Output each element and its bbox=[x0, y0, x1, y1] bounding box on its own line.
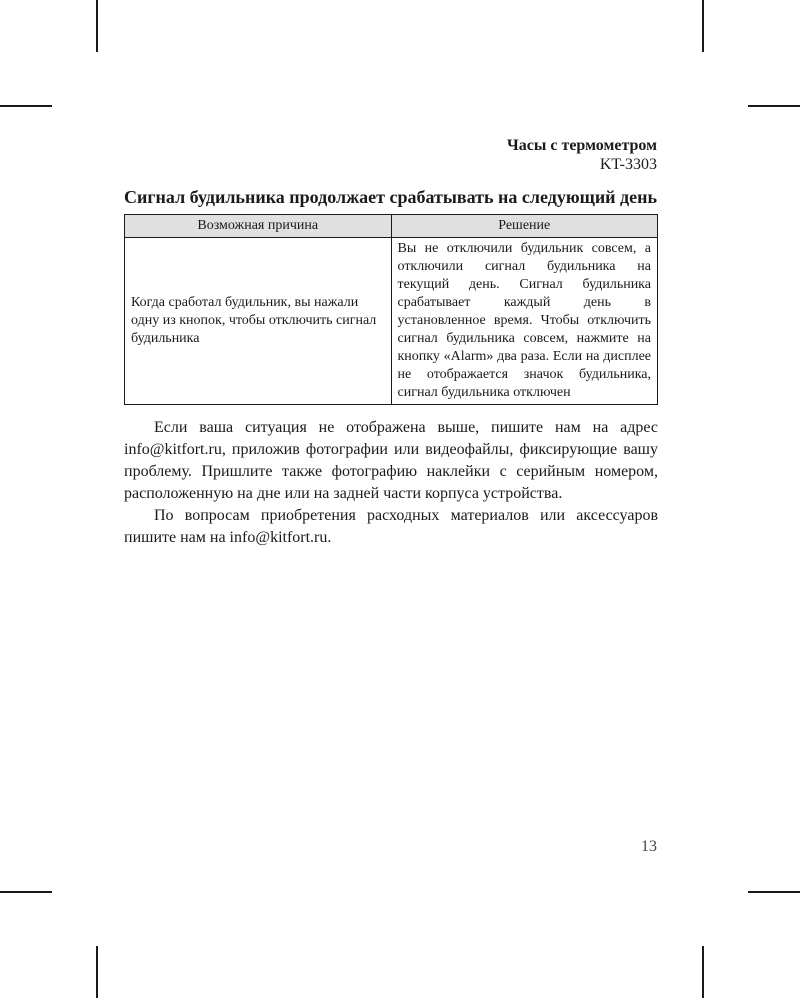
contact-paragraph: Если ваша ситуация не отображена выше, пишите нам на адрес info@kitfort.ru, приложив фотографии или видеофайлы, фиксирующие вашу проблему. Пришлите также фотографию наклейки с серийным номером, расположенную на дне или на задней части корпуса устройства. bbox=[124, 419, 658, 502]
page-number: 13 bbox=[641, 838, 657, 855]
crop-mark-top-left-horizontal bbox=[0, 105, 52, 107]
crop-mark-bottom-left bbox=[96, 946, 98, 998]
running-header bbox=[507, 136, 657, 174]
crop-mark-top-left bbox=[96, 0, 98, 52]
header-title: Часы с термометром bbox=[507, 137, 657, 154]
accessories-paragraph: По вопросам приобретения расходных материалов или аксессуаров пишите нам на info@kitfort.ru. bbox=[124, 507, 658, 546]
troubleshooting-table bbox=[124, 214, 658, 405]
column-header-solution: Решение bbox=[391, 215, 658, 238]
cause-cell: Когда сработал будильник, вы нажали одну из кнопок, чтобы отключить сигнал будильника bbox=[125, 238, 392, 405]
table-row bbox=[125, 238, 658, 405]
table-header-row bbox=[125, 215, 658, 238]
solution-cell: Вы не отключили будильник совсем, а отключили сигнал будильника на текущий день. Сигнал будильника срабатывает каждый день в установленное время. Чтобы отключить сигнал будильника совсем, нажмите на кнопку «Alarm» два раза. Если на дисплее не отображается значок будильника, сигнал будильника отключен bbox=[391, 238, 658, 405]
crop-mark-bottom-right bbox=[702, 946, 704, 998]
column-header-cause: Возможная причина bbox=[125, 215, 392, 238]
crop-mark-top-right bbox=[702, 0, 704, 52]
crop-mark-bottom-left-horizontal bbox=[0, 891, 52, 893]
crop-mark-bottom-right-horizontal bbox=[748, 891, 800, 893]
header-model: KT-3303 bbox=[599, 156, 657, 173]
section-heading: Сигнал будильника продолжает срабатывать на следующий день bbox=[124, 187, 658, 207]
page-content bbox=[124, 186, 658, 549]
crop-mark-top-right-horizontal bbox=[748, 105, 800, 107]
